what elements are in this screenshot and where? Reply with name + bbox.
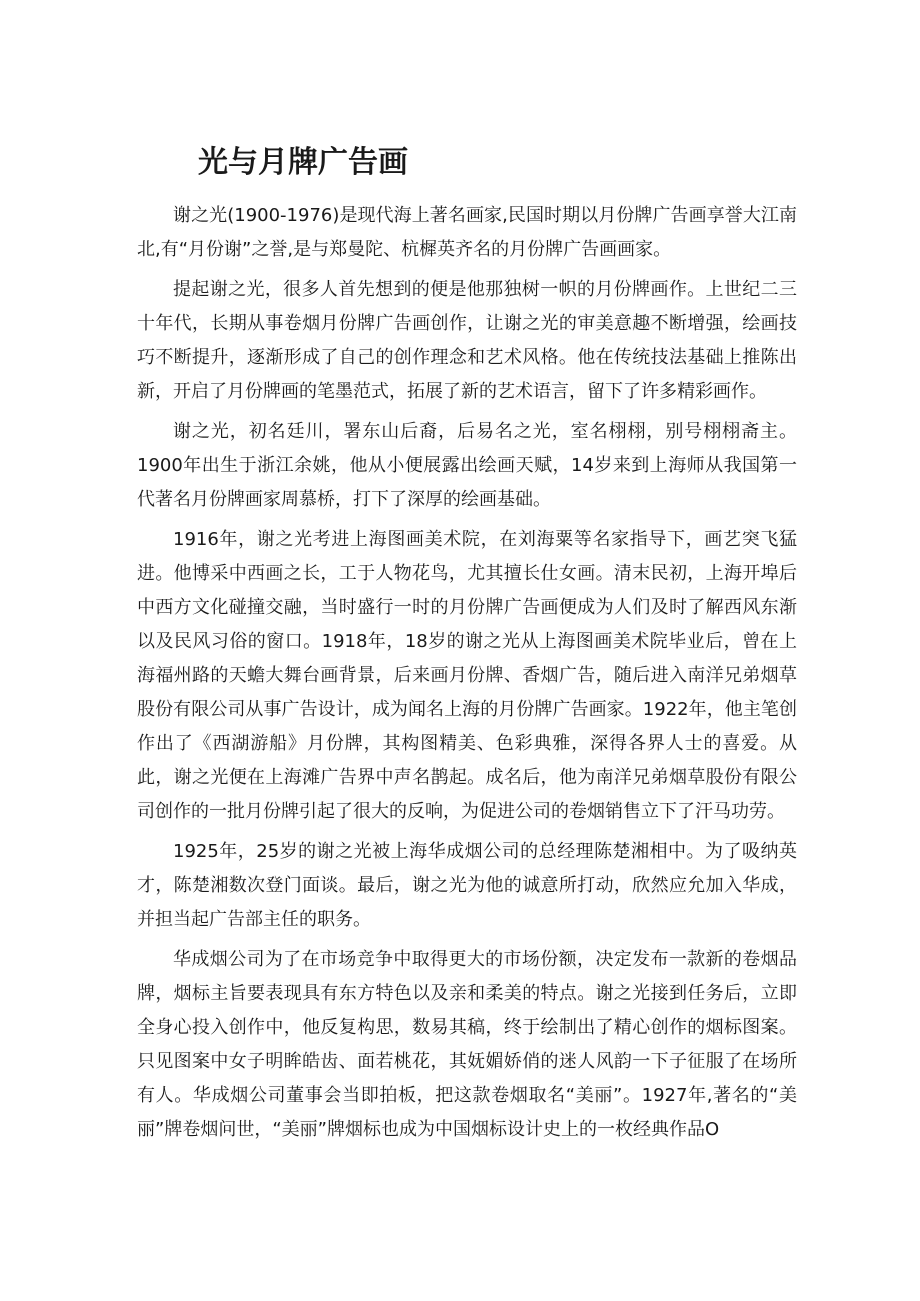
paragraph-5: 1925年，25岁的谢之光被上海华成烟公司的总经理陈楚湘相中。为了吸纳英才，陈楚湘数次登门面谈。最后，谢之光为他的诚意所打动，欣然应允加入华成，并担当起广告部主任的职务。 xyxy=(137,841,797,930)
paragraph-6: 华成烟公司为了在市场竞争中取得更大的市场份额，决定发布一款新的卷烟品牌，烟标主旨要表现具有东方特色以及亲和柔美的特点。谢之光接到任务后，立即全身心投入创作中，他反复构思，数易其稿，终于绘制出了精心创作的烟标图案。只见图案中女子明眸皓齿、面若桃花，其妩媚娇俏的迷人风韵一下子征服了在场所有人。华成烟公司董事会当即拍板，把这款卷烟取名“美丽”。1927年,著名的“美丽”牌卷烟问世，“美丽”牌烟标也成为中国烟标设计史上的一枚经典作品O xyxy=(137,949,797,1140)
document-title: 光与月牌广告画 xyxy=(198,145,408,180)
paragraph-4: 1916年，谢之光考进上海图画美术院，在刘海粟等名家指导下，画艺突飞猛进。他博采中西画之长，工于人物花鸟，尤其擅长仕女画。清末民初，上海开埠后中西方文化碰撞交融，当时盛行一时的月份牌广告画便成为人们及时了解西风东渐以及民风习俗的窗口。1918年，18岁的谢之光从上海图画美术院毕业后，曾在上海福州路的天蟾大舞台画背景，后来画月份牌、香烟广告，随后进入南洋兄弟烟草股份有限公司从事广告设计，成为闻名上海的月份牌广告画家。1922年，他主笔创作出了《西湖游船》月份牌，其构图精美、色彩典雅，深得各界人士的喜爱。从此，谢之光便在上海滩广告界中声名鹊起。成名后，他为南洋兄弟烟草股份有限公司创作的一批月份牌引起了很大的反响，为促进公司的卷烟销售立下了汗马功劳。 xyxy=(137,529,797,822)
paragraph-3: 谢之光，初名廷川，署东山后裔，后易名之光，室名栩栩，别号栩栩斋主。1900年出生于浙江余姚，他从小便展露出绘画天赋，14岁来到上海师从我国第一代著名月份牌画家周慕桥，打下了深厚的绘画基础。 xyxy=(137,421,797,510)
document-body xyxy=(137,199,797,1153)
paragraph-2: 提起谢之光，很多人首先想到的便是他那独树一帜的月份牌画作。上世纪二三十年代，长期从事卷烟月份牌广告画创作，让谢之光的审美意趣不断增强，绘画技巧不断提升，逐渐形成了自己的创作理念和艺术风格。他在传统技法基础上推陈出新，开启了月份牌画的笔墨范式，拓展了新的艺术语言，留下了许多精彩画作。 xyxy=(137,279,797,402)
paragraph-1: 谢之光(1900-1976)是现代海上著名画家,民国时期以月份牌广告画享誉大江南北,有“月份谢”之誉,是与郑曼陀、杭樨英齐名的月份牌广告画画家。 xyxy=(137,205,797,260)
